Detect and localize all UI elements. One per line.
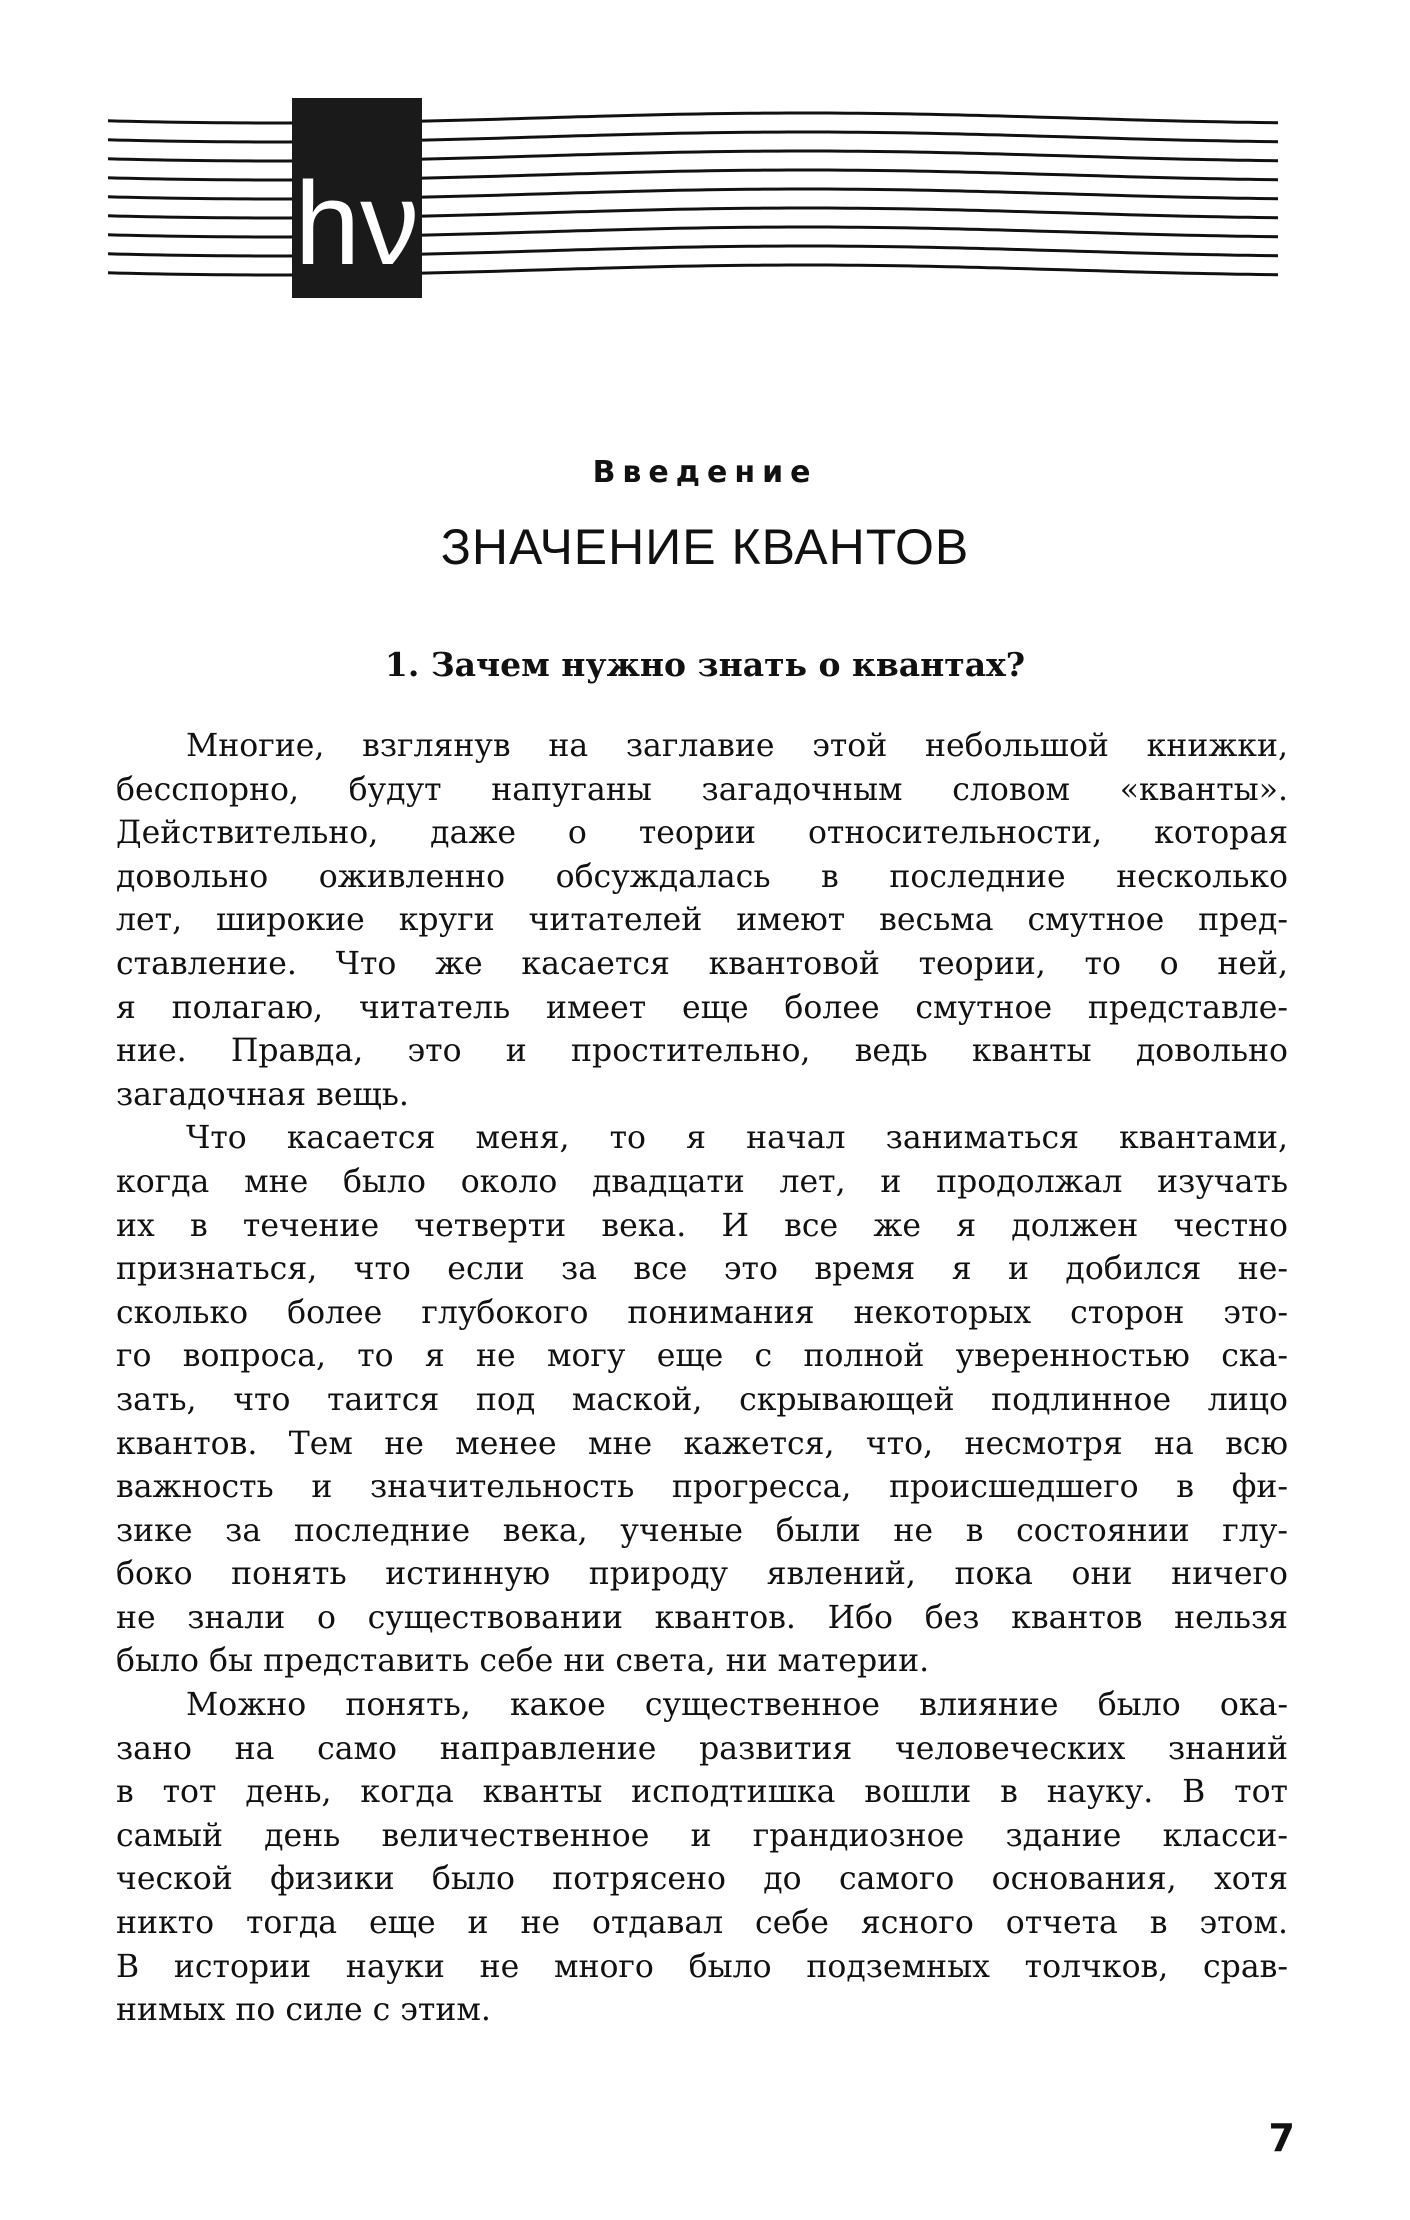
text-line: не знали о существовании квантов. Ибо без квантов нельзя <box>116 1599 1288 1636</box>
text-line: никто тогда еще и не отдавал себе ясного отчета в этом. <box>116 1905 1288 1942</box>
text-line: когда мне было около двадцати лет, и продолжал изучать <box>116 1163 1288 1200</box>
wave-line <box>108 113 1278 123</box>
text-line: в тот день, когда кванты исподтишка вошли в науку. В тот <box>116 1774 1288 1811</box>
wave-lines <box>108 113 1278 275</box>
text-line: го вопроса, то я не могу еще с полной уверенностью ска- <box>116 1338 1288 1375</box>
wave-line <box>108 189 1278 199</box>
section-heading: 1. Зачем нужно знать о квантах? <box>384 645 1026 684</box>
text-line: нимых по силе с этим. <box>116 1992 491 2029</box>
wave-line <box>108 265 1278 275</box>
text-line: ставление. Что же касается квантовой теории, то о ней, <box>116 945 1288 982</box>
paragraph <box>116 725 1288 1117</box>
text-line: боко понять истинную природу явлений, пока они ничего <box>116 1556 1288 1593</box>
text-line: довольно оживленно обсуждалась в последние несколько <box>116 858 1288 895</box>
text-line: зике за последние века, ученые были не в состоянии глу- <box>116 1512 1288 1549</box>
text-line: зано на само направление развития человеческих знаний <box>116 1730 1288 1767</box>
text-line: признаться, что если за все это время я и добился не- <box>116 1251 1288 1288</box>
emblem-symbol: hν <box>294 158 420 290</box>
text-line: лет, широкие круги читателей имеют весьма смутное пред- <box>116 902 1288 939</box>
text-line: Можно понять, какое существенное влияние было ока- <box>186 1687 1288 1724</box>
text-line: зать, что таится под маской, скрывающей подлинное лицо <box>116 1381 1288 1418</box>
text-line: Что касается меня, то я начал заниматься квантами, <box>186 1120 1288 1157</box>
text-line: было бы представить себе ни света, ни материи. <box>116 1643 930 1680</box>
text-line: загадочная вещь. <box>116 1076 409 1113</box>
wave-line <box>108 246 1278 256</box>
paragraph <box>116 1684 1288 2033</box>
text-line: сколько более глубокого понимания некоторых сторон это- <box>116 1294 1288 1331</box>
text-line: я полагаю, читатель имеет еще более смутное представле- <box>116 989 1288 1026</box>
chapter-subtitle: Введение <box>592 455 818 490</box>
text-line: бесспорно, будут напуганы загадочным словом «кванты». <box>116 771 1288 808</box>
text-line: ческой физики было потрясено до самого основания, хотя <box>116 1861 1288 1898</box>
text-line: Многие, взглянув на заглавие этой небольшой книжки, <box>186 728 1288 764</box>
chapter-emblem <box>108 98 1278 298</box>
paragraph <box>116 1117 1288 1684</box>
text-line: В истории науки не много было подземных толчков, срав- <box>116 1948 1288 1985</box>
text-line: самый день величественное и грандиозное здание класси- <box>116 1817 1288 1854</box>
wave-line <box>108 170 1278 180</box>
wave-line <box>108 227 1278 237</box>
text-line: их в течение четверти века. И все же я должен честно <box>116 1207 1288 1244</box>
text-line: важность и значительность прогресса, происшедшего в фи- <box>116 1469 1288 1506</box>
page-title: ЗНАЧЕНИЕ КВАНТОВ <box>440 519 970 575</box>
wave-line <box>108 132 1278 142</box>
wave-line <box>108 208 1278 218</box>
text-line: квантов. Тем не менее мне кажется, что, несмотря на всю <box>116 1425 1288 1462</box>
body-text <box>116 725 1288 2033</box>
planck-wave-emblem-icon <box>108 98 1278 298</box>
page-number: 7 <box>1268 2116 1295 2160</box>
text-line: Действительно, даже о теории относительности, которая <box>116 815 1288 852</box>
wave-line <box>108 151 1278 161</box>
text-line: ние. Правда, это и простительно, ведь кванты довольно <box>116 1033 1288 1070</box>
